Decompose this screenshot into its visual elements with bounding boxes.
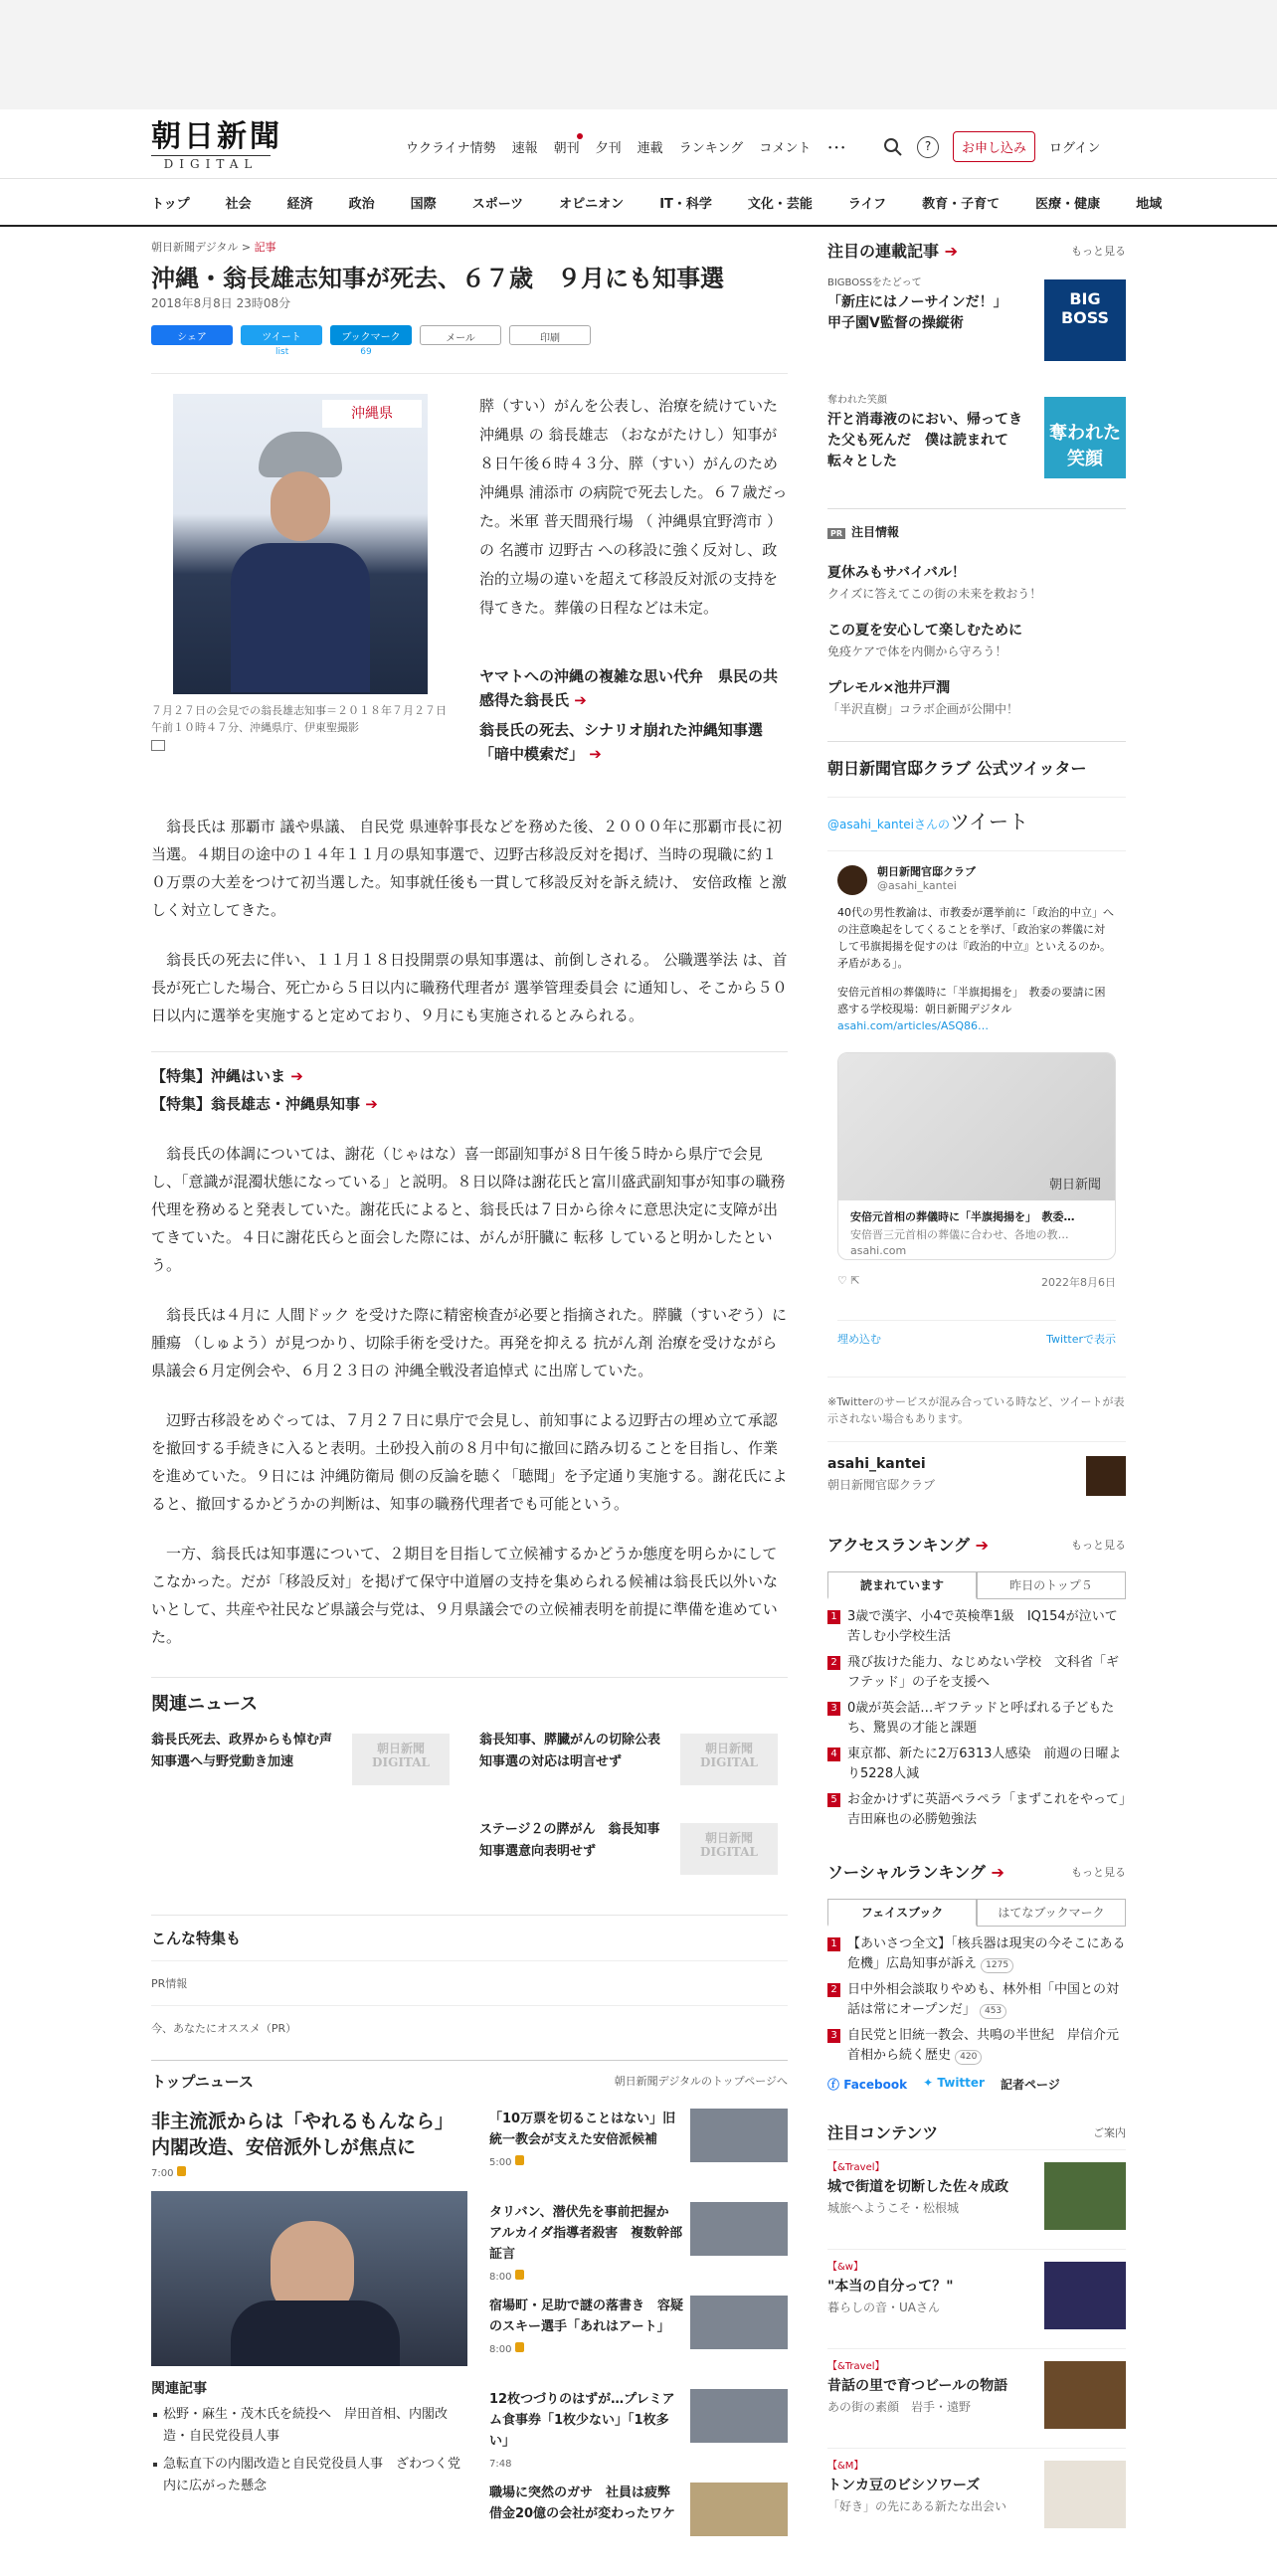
- article-paragraph: 翁長氏は 那覇市 議や県議、 自民党 県連幹事長などを務めた後、２０００年に那覇市長に初当選。４期目の途中の１４年１１月の県知事選で、辺野古移設反対を掲げ、当時の現職に約１０万票の大差をつけて初当選した。知事就任後も一貫して移設反対を訴え続け、 安倍政権 と激しく対立してきた。: [151, 818, 787, 919]
- serial-image-text: 奪われた笑顔: [1049, 423, 1121, 469]
- top-news-main[interactable]: [151, 2109, 467, 2503]
- pr-section: [827, 508, 1126, 540]
- nav-international[interactable]: 国際: [410, 196, 437, 212]
- time-text: 7:00: [151, 2168, 174, 2179]
- tweet-footer: [837, 1320, 1116, 1347]
- pr-title[interactable]: プレモル×池井戸潤: [827, 680, 951, 696]
- twitter-icon: ✦: [923, 2076, 934, 2090]
- related-articles-heading: 関連記事: [151, 2381, 207, 2397]
- photo-body: [231, 2300, 400, 2366]
- contents-heading: [827, 2120, 1126, 2149]
- ranking-item[interactable]: [827, 2026, 1126, 2066]
- rank-badge: 4: [827, 1748, 840, 1761]
- tweet-link[interactable]: asahi.com/articles/ASQ86…: [837, 1019, 990, 1032]
- top-news-main-image[interactable]: [151, 2191, 467, 2366]
- top-page-link[interactable]: 朝日新聞デジタルのトップページへ: [614, 2075, 788, 2088]
- contents-heading-text: 注目コンテンツ: [827, 2123, 939, 2142]
- time-text: 8:00: [489, 2272, 512, 2283]
- ranking-title[interactable]: 0歳が英会話…ギフテッドと呼ばれる子どもたち、驚異の才能と課題: [847, 1701, 1115, 1736]
- content-title[interactable]: 城で街道を切断した佐々成政: [827, 2179, 1008, 2195]
- arrow-right-icon: ➔: [290, 1067, 303, 1085]
- lock-icon: [515, 2342, 524, 2352]
- contents-guide-link[interactable]: ご案内: [1093, 2126, 1126, 2139]
- article-paragraph: 一方、翁長氏は知事選について、２期目を目指して立候補するかどうか態度を明らかにしてこなかった。だが「移設反対」を掲げて保守中道層の支持を集められる候補は翁長氏以外いないとして、共産や社民など県議会与党は、９月県議会での立候補表明を前提に準備を進めていた。: [151, 1545, 779, 1646]
- image-icon[interactable]: [151, 740, 165, 751]
- access-tabs: [827, 1571, 1126, 1599]
- top-news-item-title[interactable]: 職場に突然のガサ 社員は疲弊 借金20億の会社が変わったワケ: [489, 2485, 684, 2521]
- serial-title[interactable]: 「新庄にはノーサインだ！」 甲子園V監督の操縦術: [827, 294, 1014, 331]
- twitter-section: [827, 741, 1126, 1493]
- account-name[interactable]: asahi_kantei: [827, 1456, 926, 1472]
- reporters-link[interactable]: 記者ページ: [1000, 2078, 1060, 2092]
- content-item[interactable]: [827, 2348, 1126, 2448]
- feature-link-onaga[interactable]: [151, 1090, 788, 1118]
- article-paragraph: 翁長氏の体調については、謝花（じゃはな）喜一郎副知事が８日午後５時から県庁で会見し、「意識が混濁状態になっている」と説明。８日以降は謝花氏と富川盛武副知事が知事の職務代理を務めると発表していた。謝花氏によると、翁長氏は７日から徐々に意思決定に支障が出てきていた。４日に謝花氏らと面会した際には、がんが肝臓に 転移 していると明かしたという。: [151, 1145, 786, 1274]
- topnav-ukraine[interactable]: ウクライナ情勢: [406, 141, 496, 156]
- tweet-meta: [837, 1274, 1116, 1290]
- share-count-badge: 420: [955, 2050, 982, 2065]
- content-image[interactable]: [1044, 2361, 1126, 2429]
- top-news-item[interactable]: [489, 2296, 788, 2381]
- related-news-item[interactable]: [479, 1819, 778, 1863]
- nav-it-science[interactable]: IT・科学: [659, 196, 712, 212]
- top-news-item-image[interactable]: [690, 2389, 788, 2443]
- related-link-2-text[interactable]: 翁長氏の死去、シナリオ崩れた沖縄知事選「暗中模索だ」: [479, 721, 763, 763]
- ranking-title[interactable]: 飛び抜けた能力、なじめない学校 文科省「ギフテッド」の子を支援へ: [847, 1655, 1120, 1690]
- related-news-item[interactable]: [479, 1730, 778, 1773]
- nav-opinion[interactable]: オピニオン: [559, 196, 625, 212]
- top-news-item-image[interactable]: [690, 2202, 788, 2256]
- share-count-badge: 1275: [981, 1958, 1013, 1973]
- nav-life[interactable]: ライフ: [847, 196, 887, 212]
- photo-plate: 沖縄県: [322, 400, 422, 428]
- topnav-evening[interactable]: 夕刊: [595, 141, 622, 156]
- preview-logo: 朝日新聞: [1048, 1178, 1101, 1193]
- related-news: [151, 1730, 788, 1915]
- ranking-item[interactable]: [827, 1980, 1126, 2020]
- content-desc: あの街の素顔 岩手・遠野: [827, 2400, 972, 2414]
- content-image[interactable]: [1044, 2162, 1126, 2230]
- topnav-comment[interactable]: コメント: [759, 141, 812, 156]
- tweet-button[interactable]: ツイート: [241, 325, 322, 345]
- social-list: [827, 1934, 1126, 2066]
- preview-title[interactable]: 安倍元首相の葬儀時に「半旗掲揚を」 教委…: [850, 1210, 1075, 1223]
- top-news-item[interactable]: [489, 2109, 788, 2194]
- sidebar: [827, 239, 1126, 2547]
- top-news-list: [489, 2109, 788, 2576]
- social-more-link[interactable]: もっと見る: [1071, 1866, 1126, 1879]
- top-ad-area: [0, 0, 1277, 109]
- article-date: 2018年8月8日 23時08分: [151, 296, 291, 310]
- logo-sub[interactable]: DIGITAL: [151, 155, 271, 172]
- login-link[interactable]: ログイン: [1049, 141, 1101, 156]
- content-desc: 城旅へようこそ・松根城: [827, 2201, 960, 2215]
- serial-image[interactable]: [1044, 279, 1126, 361]
- serial-heading: [827, 239, 1126, 268]
- pr-desc: 「半沢直樹」コラボ企画が公開中！: [827, 702, 1019, 716]
- arrow-right-icon: ➔: [975, 1536, 990, 1555]
- ranking-item[interactable]: [827, 1699, 1126, 1739]
- features-heading: こんな特集も: [151, 1915, 788, 1948]
- site-header: [0, 109, 1277, 179]
- access-more-link[interactable]: もっと見る: [1071, 1539, 1126, 1552]
- search-icon[interactable]: [883, 137, 903, 157]
- thumb-logo: 朝日新聞: [704, 1831, 753, 1845]
- twitter-note: ※Twitterのサービスが混み合っている時など、ツイートが表示されない場合もあります。: [827, 1377, 1126, 1427]
- facebook-link[interactable]: [827, 2076, 907, 2093]
- nav-culture[interactable]: 文化・芸能: [747, 196, 813, 212]
- access-ranking: [827, 1533, 1126, 1830]
- feature-link-text[interactable]: 【特集】沖縄はいま: [151, 1067, 286, 1085]
- content-title[interactable]: トンカ豆のビシソワーズ: [827, 2478, 981, 2493]
- related-link-1-text[interactable]: ヤマトへの沖縄の複雑な思い代弁 県民の共感得た翁長氏: [479, 667, 779, 709]
- nav-society[interactable]: 社会: [225, 196, 252, 212]
- content-desc: 「好き」の先にある新たな出会い: [827, 2499, 1007, 2513]
- related-news-thumb[interactable]: [352, 1734, 450, 1785]
- article-paragraph: 辺野古移設をめぐっては、７月２７日に県庁で会見し、前知事による辺野古の埋め立て承認を撤回する手続きに入ると表明。土砂投入前の８月中旬に撤回に踏み切ることを目指し、作業を進めていた。９日には 沖縄防衛局 側の反論を聴く「聴聞」を予定通り実施する。謝花氏によると、撤回するかどうかの判断は、知事の職務代理者でも可能という。: [151, 1411, 788, 1513]
- topnav-more[interactable]: ･･･: [826, 141, 846, 156]
- lock-icon: [177, 2166, 186, 2176]
- share-bar: [151, 325, 788, 345]
- serial-title[interactable]: 汗と消毒液のにおい、帰ってきた父も死んだ 僕は読まれて転々とした: [827, 412, 1022, 469]
- thumb-sub: DIGITAL: [700, 1845, 758, 1859]
- top-news-item-title[interactable]: 12枚つづりのはずが…プレミアム食事券「1枚少ない」「1枚多い」: [489, 2392, 675, 2449]
- topnav-ranking[interactable]: ランキング: [678, 141, 744, 156]
- tweet-author-name[interactable]: 朝日新聞官邸クラブ: [877, 865, 976, 878]
- pr-heading: 注目情報: [851, 525, 900, 539]
- preview-domain: asahi.com: [850, 1244, 907, 1257]
- content-item[interactable]: [827, 2448, 1126, 2547]
- top-news-main-time: [151, 2166, 467, 2179]
- lock-icon: [515, 2155, 524, 2165]
- article-paragraph: 翁長氏の死去に伴い、１１月１８日投開票の県知事選は、前倒しされる。 公職選挙法 は、首長が死亡した場合、死亡から５日以内に職務代理者が 選挙管理委員会 に通知し、そこから５０日以内に選挙を実施すると定めており、９月にも実施されるとみられる。: [151, 951, 788, 1024]
- photo-body: [231, 543, 370, 692]
- tweet-date[interactable]: 2022年8月6日: [1041, 1276, 1116, 1289]
- serial-item[interactable]: [827, 274, 1126, 385]
- account-sub: 朝日新聞官邸クラブ: [827, 1478, 936, 1492]
- article-title: 沖縄・翁長雄志知事が死去、６７歳 ９月にも知事選: [151, 265, 724, 292]
- twitter-title: [827, 806, 1126, 834]
- tab-most-read[interactable]: 読まれています: [827, 1571, 977, 1599]
- facebook-label[interactable]: Facebook: [843, 2078, 908, 2092]
- ranking-item[interactable]: [827, 1790, 1126, 1830]
- nav-health[interactable]: 医療・健康: [1035, 196, 1101, 212]
- content-title[interactable]: "本当の自分って？": [827, 2279, 954, 2295]
- arrow-right-icon: ➔: [365, 1095, 378, 1113]
- top-nav: [406, 137, 846, 156]
- main-nav: [0, 179, 1277, 227]
- top-news-main-title[interactable]: 非主流派からは「やれるもんなら」 内閣改造、安倍派外しが焦点に: [151, 2111, 463, 2158]
- tweet-text-2-body: 安倍元首相の葬儀時に「半旗掲揚を」 教委の要請に困惑する学校現場：朝日新聞デジタル: [837, 986, 1106, 1015]
- top-news-heading: トップニュース: [151, 2073, 255, 2091]
- twitter-link[interactable]: [923, 2076, 985, 2093]
- avatar[interactable]: [837, 865, 867, 895]
- time-text: 8:00: [489, 2344, 512, 2355]
- related-article-link[interactable]: 急転直下の内閣改造と自民党役員人事 ざわつく党内に広がった懸念: [151, 2454, 467, 2497]
- arrow-right-icon: ➔: [589, 745, 602, 763]
- article-paragraph: 翁長氏は４月に 人間ドック を受けた際に精密検査が必要と指摘された。膵臓（すいぞう）に 腫瘍 （しゅよう）が見つかり、切除手術を受けた。再発を抑える 抗がん剤 治療を受けながら県議会６月定例会や、６月２３日の 沖縄全戦没者追悼式 に出席していた。: [151, 1306, 787, 1380]
- article-column: [151, 239, 788, 2537]
- related-news-title[interactable]: 翁長知事、膵臓がんの切除公表 知事選の対応は明言せず: [479, 1733, 674, 1769]
- serial-image[interactable]: [1044, 397, 1126, 478]
- preview-image[interactable]: [838, 1053, 1115, 1200]
- related-news-thumb[interactable]: [680, 1734, 778, 1785]
- tab-hatena[interactable]: はてなブックマーク: [977, 1899, 1126, 1926]
- print-button[interactable]: 印刷: [509, 325, 591, 345]
- preview-desc: 安倍晋三元首相の葬儀に合わせ、各地の教…: [850, 1228, 1069, 1241]
- top-news-item-image[interactable]: [690, 2109, 788, 2162]
- ranking-title[interactable]: 自民党と旧統一教会、共鳴の半世紀 岸信介元首相から続く歴史: [847, 2028, 1120, 2063]
- rank-badge: 3: [827, 2029, 840, 2043]
- breadcrumb-current: 記事: [254, 241, 276, 254]
- related-article-link[interactable]: 松野・麻生・茂木氏を続投へ 岸田首相、内閣改造・自民党役員人事: [151, 2404, 467, 2448]
- serial-item[interactable]: [827, 391, 1126, 502]
- twitter-title-handle[interactable]: @asahi_kanteiさんの: [827, 818, 951, 831]
- twitter-heading: 朝日新聞官邸クラブ 公式ツイッター: [827, 759, 1087, 778]
- serial-label: 奪われた笑顔: [827, 395, 887, 406]
- lock-icon: [515, 2270, 524, 2280]
- signup-button[interactable]: お申し込み: [953, 131, 1035, 162]
- feature-link-okinawa[interactable]: [151, 1062, 788, 1090]
- time-text: 7:48: [489, 2459, 512, 2470]
- top-news-item-title[interactable]: 宿場町・足助で謎の落書き 容疑のスキー選手「あれはアート」: [489, 2299, 684, 2334]
- top-news-item[interactable]: [489, 2202, 788, 2288]
- top-news-item[interactable]: [489, 2483, 788, 2568]
- thumb-logo: 朝日新聞: [376, 1742, 425, 1755]
- top-news-item-image[interactable]: [690, 2296, 788, 2349]
- thumb-sub: DIGITAL: [372, 1755, 430, 1769]
- tweet-count[interactable]: list: [275, 347, 289, 357]
- nav-top[interactable]: トップ: [151, 196, 190, 212]
- social-ranking: [827, 1860, 1126, 2093]
- ranking-item[interactable]: [827, 1607, 1126, 1647]
- related-news-heading: 関連ニュース: [151, 1677, 788, 1716]
- twitter-embed: [827, 797, 1126, 1347]
- arrow-right-icon: ➔: [991, 1863, 1004, 1882]
- access-heading: [827, 1533, 1126, 1562]
- top-news-item-image[interactable]: [690, 2483, 788, 2536]
- content-desc: 暮らしの音・UAさん: [827, 2300, 940, 2314]
- photo-caption: [151, 702, 450, 756]
- topnav-breaking[interactable]: 速報: [511, 141, 538, 156]
- topnav-morning[interactable]: 朝刊: [554, 137, 580, 156]
- logo-main[interactable]: 朝日新聞: [151, 119, 282, 154]
- related-link-2[interactable]: [479, 718, 788, 766]
- nav-education[interactable]: 教育・子育て: [922, 196, 1001, 212]
- bookmark-button[interactable]: ブックマーク: [330, 325, 412, 345]
- ranking-item[interactable]: [827, 1653, 1126, 1693]
- tweet-author-handle[interactable]: @asahi_kantei: [877, 879, 957, 892]
- tweet-link-preview[interactable]: [837, 1052, 1116, 1260]
- ranking-title[interactable]: 3歳で漢字、小4で英検準1級 IQ154が泣いて苦しむ小学校生活: [847, 1609, 1118, 1644]
- feature-links: [151, 1051, 788, 1118]
- rank-badge: 2: [827, 1983, 840, 1997]
- pr-title[interactable]: この夏を安心して楽しむために: [827, 623, 1022, 639]
- rank-badge: 5: [827, 1793, 840, 1807]
- tweet-card[interactable]: [827, 850, 1126, 1347]
- rank-badge: 1: [827, 1937, 840, 1951]
- top-news-item-title[interactable]: タリバン、潜伏先を事前把握か アルカイダ指導者殺害 複数幹部証言: [489, 2205, 683, 2262]
- embed-link[interactable]: 埋め込む: [837, 1333, 881, 1346]
- arrow-right-icon: ➔: [944, 242, 958, 261]
- breadcrumb: [151, 239, 788, 255]
- pr-desc: クイズに答えてこの街の未来を救おう！: [827, 587, 1042, 601]
- facebook-icon: ⓕ: [827, 2078, 840, 2092]
- bookmark-count[interactable]: 69: [360, 347, 372, 357]
- time-text: 5:00: [489, 2157, 512, 2168]
- view-on-twitter-link[interactable]: Twitterで表示: [1046, 1333, 1116, 1346]
- social-heading-text[interactable]: ソーシャルランキング: [827, 1863, 986, 1882]
- tweet-text: 40代の男性教諭は、市教委が選挙前に「政治的中立」への注意喚起をしてくることを挙げ、「政治家の葬儀に対して弔旗掲揚を促すのは『政治的中立』といえるのか。矛盾がある」。: [837, 906, 1114, 970]
- pr-title[interactable]: 夏休みもサバイバル！: [827, 565, 966, 581]
- lead-paragraph: 膵（すい）がんを公表し、治療を続けていた 沖縄県 の 翁長雄志 （おながたけし）知事が８日午後６時４３分、膵（すい）がんのため沖縄県 浦添市 の病院で死去した。６７歳だった。米軍 普天間飛行場 （ 沖縄県宜野湾市 ）の 名護市 辺野古 への移設に強く反対し、政治的立場の違いを超えて移設反対派の支持を得てきた。葬儀の日程などは未定。: [479, 397, 788, 617]
- help-icon[interactable]: ?: [917, 136, 939, 158]
- content-image[interactable]: [1044, 2461, 1126, 2528]
- content-label: 【&M】: [827, 2461, 864, 2472]
- ranking-item[interactable]: [827, 1745, 1126, 1784]
- related-news-item[interactable]: [151, 1730, 450, 1773]
- breadcrumb-site[interactable]: 朝日新聞デジタル: [151, 241, 239, 254]
- content-item[interactable]: [827, 2249, 1126, 2348]
- content-image[interactable]: [1044, 2262, 1126, 2329]
- article-lead: [151, 373, 788, 791]
- ranking-title[interactable]: 日中外相会談取りやめも、林外相「中国との対話は常にオープンだ」: [847, 1982, 1120, 2017]
- related-news-title[interactable]: ステージ２の膵がん 翁長知事 知事選意向表明せず: [479, 1822, 673, 1859]
- tab-facebook[interactable]: フェイスブック: [827, 1899, 977, 1927]
- pr-tag: PR: [827, 528, 845, 539]
- ranking-item[interactable]: [827, 1934, 1126, 1974]
- rank-badge: 1: [827, 1610, 840, 1624]
- access-list: [827, 1607, 1126, 1830]
- pr-desc: 免疫ケアで体を内側から守ろう！: [827, 644, 1007, 658]
- pr-item[interactable]: [827, 620, 1126, 659]
- recommend-pr: 今、あなたにオススメ（PR）: [151, 2005, 788, 2050]
- pr-item[interactable]: [827, 562, 1126, 602]
- top-news: [151, 2060, 788, 2537]
- tweet-text-2: [837, 984, 1116, 1034]
- nav-sports[interactable]: スポーツ: [471, 196, 524, 212]
- serial-more-link[interactable]: もっと見る: [1071, 245, 1126, 258]
- content-label: 【&Travel】: [827, 2361, 885, 2372]
- content-label: 【&Travel】: [827, 2162, 885, 2173]
- ranking-title[interactable]: お金かけずに英語ペラペラ「まずこれをやって」吉田麻也の必勝勉強法: [847, 1792, 1126, 1827]
- related-news-title[interactable]: 翁長氏死去、政界からも悼む声 知事選へ与野党動き加速: [151, 1733, 346, 1769]
- nav-region[interactable]: 地域: [1136, 196, 1163, 212]
- article-photo[interactable]: [173, 394, 428, 694]
- facebook-share-button[interactable]: シェア: [151, 325, 233, 345]
- related-link-1[interactable]: [479, 664, 788, 712]
- caption-text: ７月２７日の会見での翁長雄志知事＝２０１８年７月２７日午前１０時４７分、沖縄県庁、伊東聖撮影: [151, 704, 447, 734]
- share-count-badge: 453: [980, 2004, 1006, 2019]
- serial-label: BIGBOSSをたどって: [827, 277, 922, 288]
- photo-face: [271, 471, 330, 541]
- topnav-series[interactable]: 連載: [637, 141, 663, 156]
- content-title[interactable]: 昔話の里で育つビールの物語: [827, 2378, 1008, 2394]
- thumb-logo: 朝日新聞: [704, 1742, 753, 1755]
- twitter-title-word: ツイート: [950, 810, 1029, 833]
- top-news-item-time: [489, 2267, 788, 2288]
- serial-heading-text[interactable]: 注目の連載記事: [827, 242, 940, 261]
- site-logo[interactable]: [151, 119, 290, 172]
- nav-politics[interactable]: 政治: [348, 196, 375, 212]
- top-news-item-title[interactable]: 「10万票を切ることはない」旧統一教会が支えた安倍派候補: [489, 2112, 676, 2147]
- inline-related-links: [479, 664, 788, 772]
- content-item[interactable]: [827, 2149, 1126, 2249]
- header-actions: [883, 131, 1100, 162]
- mail-button[interactable]: メール: [420, 325, 501, 345]
- pr-info: PR情報: [151, 1960, 788, 2005]
- rank-badge: 2: [827, 1656, 840, 1670]
- like-icon[interactable]: ♡ ⇱: [837, 1274, 860, 1287]
- top-news-item-time: [489, 2454, 788, 2475]
- avatar[interactable]: [1086, 1456, 1126, 1496]
- account-card[interactable]: [827, 1441, 1126, 1493]
- thumb-sub: DIGITAL: [700, 1755, 758, 1769]
- pr-item[interactable]: [827, 677, 1126, 717]
- nav-economy[interactable]: 経済: [286, 196, 313, 212]
- twitter-label[interactable]: Twitter: [937, 2076, 985, 2090]
- social-tabs: [827, 1899, 1126, 1927]
- ranking-title[interactable]: 東京都、新たに2万6313人感染 前週の日曜より5228人減: [847, 1747, 1122, 1781]
- related-news-thumb[interactable]: [680, 1823, 778, 1875]
- top-news-item[interactable]: [489, 2389, 788, 2475]
- sns-links: [827, 2076, 1126, 2093]
- share-counts: [275, 347, 788, 357]
- featured-contents: [827, 2120, 1126, 2547]
- feature-link-text[interactable]: 【特集】翁長雄志・沖縄県知事: [151, 1095, 361, 1113]
- related-articles: [151, 2378, 467, 2497]
- access-heading-text[interactable]: アクセスランキング: [827, 1536, 971, 1555]
- breadcrumb-sep: >: [241, 241, 252, 254]
- tab-yesterday-top5[interactable]: 昨日のトップ５: [977, 1571, 1126, 1598]
- content-label: 【&w】: [827, 2262, 863, 2273]
- rank-badge: 3: [827, 1702, 840, 1716]
- ranking-title[interactable]: 【あいさつ全文】「核兵器は現実の今そこにある危機」広島知事が訴え: [847, 1936, 1126, 1971]
- serial-image-text: BIG BOSS: [1060, 289, 1110, 327]
- arrow-right-icon: ➔: [574, 691, 587, 709]
- social-heading: [827, 1860, 1126, 1889]
